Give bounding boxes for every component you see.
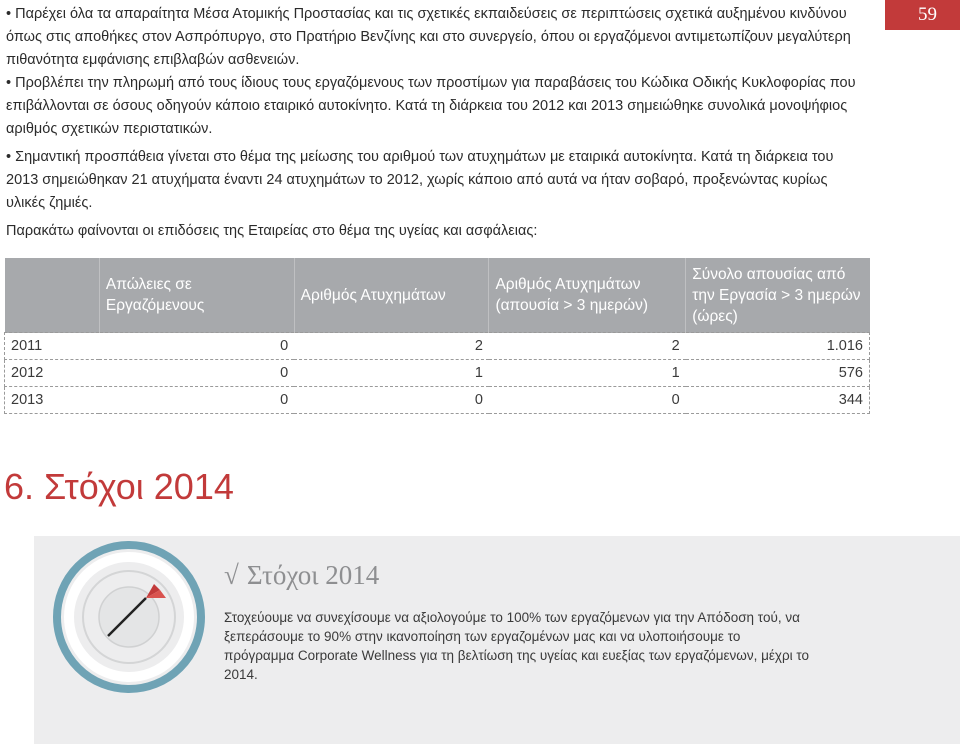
table-cell: 2 bbox=[294, 333, 489, 360]
goal-heading bbox=[224, 560, 379, 591]
page-number-tab bbox=[885, 0, 960, 30]
table-intro-text: Παρακάτω φαίνονται οι επιδόσεις της Εταιρείας στο θέμα της υγείας και ασφάλειας: bbox=[6, 223, 538, 239]
table-cell: 2 bbox=[489, 333, 686, 360]
page-number: 59 bbox=[918, 4, 937, 25]
table-header-absence-hours: Σύνολο απουσίας από την Εργασία > 3 ημερών (ώρες) bbox=[686, 258, 870, 333]
table-cell: 0 bbox=[294, 387, 489, 414]
bullet-paragraph-accidents: • Σημαντική προσπάθεια γίνεται στο θέμα της μείωσης του αριθμού των ατυχημάτων με εταιρικά αυτοκίνητα. Κατά τη διάρκεια του 2013 σημειώθηκαν 21 ατυχήματα έναντι 24 ατυχημάτων το 2012, χωρίς κάποιο από αυτά να ήταν σοβαρό, προξενώντας κυρίως υλικές ζημιές. bbox=[6, 149, 834, 211]
table-header-year bbox=[5, 258, 100, 333]
goal-heading-text: Στόχοι 2014 bbox=[246, 560, 380, 590]
table-cell: 0 bbox=[99, 333, 294, 360]
table-header-accidents-absence: Αριθμός Ατυχημάτων (απουσία > 3 ημερών) bbox=[489, 258, 686, 333]
section-title: 6. Στόχοι 2014 bbox=[4, 466, 234, 507]
bullet-paragraph-ppe: • Παρέχει όλα τα απαραίτητα Μέσα Ατομικής Προστασίας και τις σχετικές εκπαιδεύσεις σε περιπτώσεις σχετικά αυξημένου κινδύνου όπως στις αποθήκες στον Ασπρόπυργο, στο Πρατήριο Βενζίνης και στο συνεργείο, όπου οι εργαζόμενοι αντιμετωπίζουν μεγαλύτερη πιθανότητα εμφάνισης επιβλαβών ασθενειών. bbox=[6, 6, 851, 68]
table-cell: 1.016 bbox=[686, 333, 870, 360]
table-cell-year: 2011 bbox=[5, 333, 100, 360]
table-row bbox=[5, 333, 870, 360]
table-cell: 1 bbox=[489, 360, 686, 387]
table-cell-year: 2012 bbox=[5, 360, 100, 387]
table-cell: 0 bbox=[489, 387, 686, 414]
table-cell-year: 2013 bbox=[5, 387, 100, 414]
health-safety-table bbox=[4, 258, 870, 414]
table-cell: 0 bbox=[99, 360, 294, 387]
table-header-row bbox=[5, 258, 870, 333]
check-icon: √ bbox=[224, 560, 239, 590]
table-header-accidents: Αριθμός Ατυχημάτων bbox=[294, 258, 489, 333]
table-row bbox=[5, 360, 870, 387]
table-row bbox=[5, 387, 870, 414]
bullet-paragraph-fines: • Προβλέπει την πληρωμή από τους ίδιους τους εργαζόμενους των προστίμων για παραβάσεις του Κώδικα Οδικής Κυκλοφορίας που επιβάλλονται σε όσους οδηγούν κάποιο εταιρικό αυτοκίνητο. Κατά τη διάρκεια του 2012 και 2013 σημειώθηκε συνολικά μονοψήφιος αριθμός σχετικών περιστατικών. bbox=[6, 75, 856, 137]
target-icon bbox=[50, 538, 208, 696]
table-cell: 0 bbox=[99, 387, 294, 414]
table-header-fatalities: Απώλειες σε Εργαζόμενους bbox=[99, 258, 294, 333]
table-cell: 576 bbox=[686, 360, 870, 387]
table-cell: 344 bbox=[686, 387, 870, 414]
table-cell: 1 bbox=[294, 360, 489, 387]
goal-description: Στοχεύουμε να συνεχίσουμε να αξιολογούμε το 100% των εργαζόμενων για την Απόδοση τού, να ξεπεράσουμε το 90% στην ικανοποίηση των εργαζομένων μας και να υλοποιήσουμε το πρόγραμμα Corporate Wellness για τη βελτίωση της υγείας και ευεξίας των εργαζόμενων, μέχρι το 2014. bbox=[224, 610, 810, 682]
